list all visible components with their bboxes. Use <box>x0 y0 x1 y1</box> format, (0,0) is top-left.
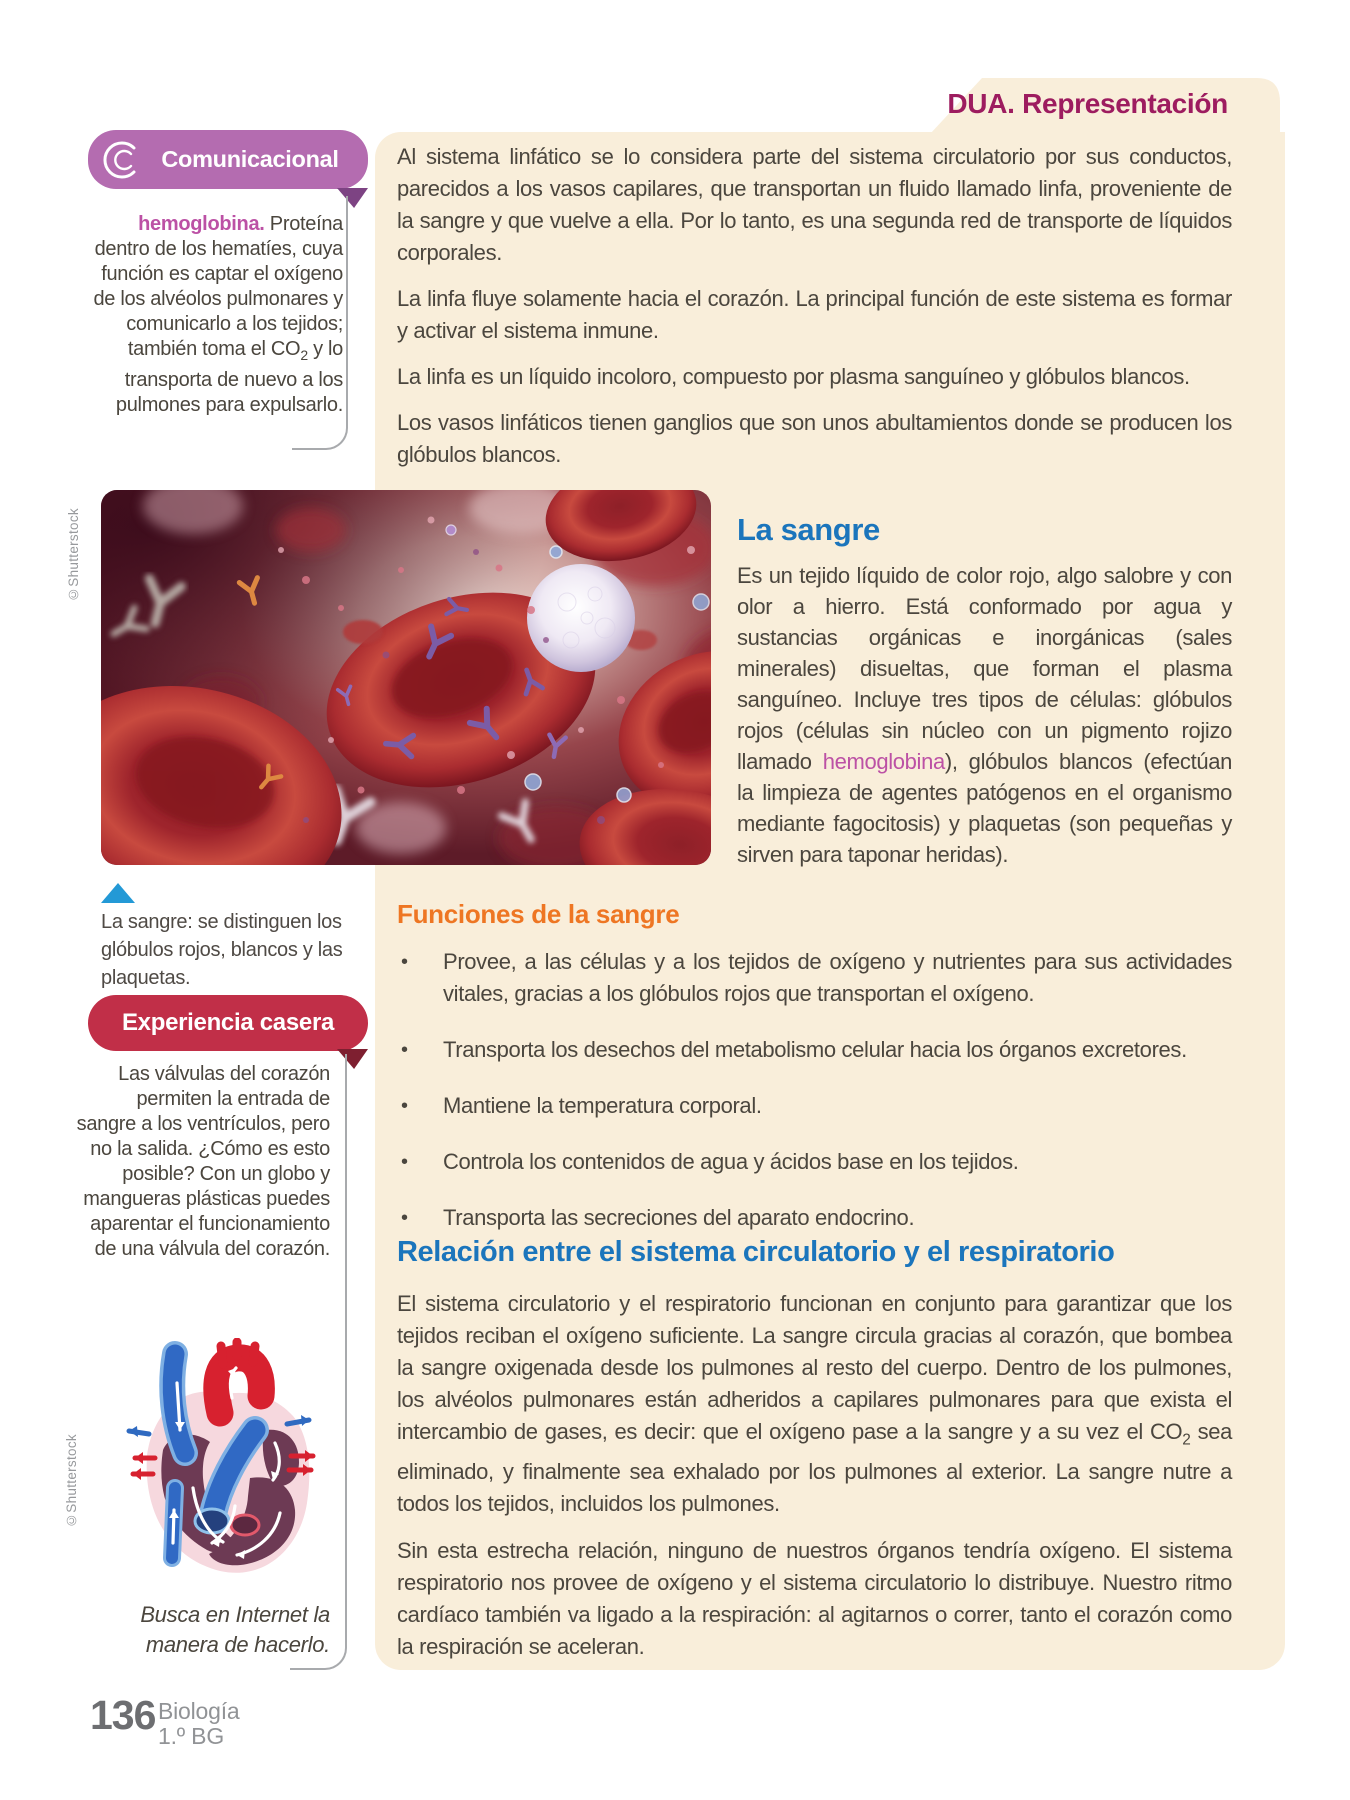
co2-subscript: 2 <box>1182 1431 1191 1449</box>
experiencia-body: Las válvulas del corazón permiten la entrada de sangre a los ventrículos, pero no la salida. ¿Cómo es esto posible? Con un globo y mangueras plásticas puedes aparentar el funcionamiento de una válvula del corazón. <box>76 1063 330 1260</box>
bullet-icon: • <box>401 1095 408 1117</box>
relacion-paragraph: Sin esta estrecha relación, ninguno de nuestros órganos tendría oxígeno. El sistema respiratorio nos provee de oxígeno y el sistema circulatorio lo distribuye. Nuestro ritmo cardíaco también va ligado a la respiración: al agitarnos o correr, tanto el corazón como la respiración se aceleran. <box>397 1538 1232 1660</box>
white-cell <box>527 564 635 672</box>
relacion-paragraph <box>397 1288 1232 1520</box>
bullet-icon: • <box>401 951 408 973</box>
comunicacional-icon <box>100 137 146 183</box>
intro-paragraph: Los vasos linfáticos tienen ganglios que son unos abultamientos donde se producen los glóbulos blancos. <box>397 410 1232 467</box>
bullet-icon: • <box>401 1207 408 1229</box>
experiencia-note: Busca en Internet la manera de hacerlo. <box>140 1602 330 1657</box>
list-item <box>397 1090 1232 1122</box>
list-item <box>397 1146 1232 1178</box>
intro-paragraphs <box>397 141 1232 485</box>
page-number: 136 <box>90 1692 156 1738</box>
figure1-caption: La sangre: se distinguen los glóbulos rojos, blancos y las plaquetas. <box>101 911 343 989</box>
page-footer-subject <box>158 1699 240 1749</box>
blood-cells-image <box>101 490 711 865</box>
bullet-icon: • <box>401 1151 408 1173</box>
hemoglobina-link: hemoglobina <box>822 749 945 774</box>
experiencia-title: Experiencia casera <box>121 1009 335 1036</box>
shutterstock-credit: ©Shutterstock <box>66 508 81 602</box>
relacion-text: El sistema circulatorio y el respiratorio funcionan en conjunto para garantizar que los tejidos reciban el oxígeno suficiente. La sangre circula gracias al corazón, que bombea la sangre oxigenada desde los pulmones al resto del cuerpo. Dentro de los pulmones, los alvéolos pulmonares están adheridos a capilares pulmonares para que exista el intercambio de gases, es decir: que el oxígeno pase a la sangre y a su vez el CO <box>397 1291 1232 1444</box>
bullet-text: Controla los contenidos de agua y ácidos base en los tejidos. <box>443 1149 1019 1174</box>
bullet-text: Mantiene la temperatura corporal. <box>443 1093 762 1118</box>
relacion-text-end: sea eliminado, y finalmente sea exhalado por los pulmones al exterior. La sangre nutre a todos los tejidos, incluidos los pulmones. <box>397 1419 1232 1517</box>
glossary-text-end: y lo transporta de nuevo a los pulmones para expulsarlo. <box>115 338 343 416</box>
definition-bubble-border <box>292 196 348 450</box>
la-sangre-text-end: ), glóbulos blancos (efectúan la limpieza de agentes patógenos en el organismo mediante fagocitosis) y plaquetas (son pequeñas y sirven para taponar heridas). <box>737 749 1232 867</box>
bullet-icon: • <box>401 1039 408 1061</box>
heart-illustration <box>115 1338 320 1583</box>
bullet-text: Transporta las secreciones del aparato endocrino. <box>443 1205 915 1230</box>
list-item <box>397 1034 1232 1066</box>
glossary-term: hemoglobina. <box>138 213 265 235</box>
grade-label: 1.º BG <box>158 1723 225 1749</box>
intro-paragraph: Al sistema linfático se lo considera parte del sistema circulatorio por sus conductos, parecidos a los vasos capilares, que transportan un fluido llamado linfa, proveniente de la sangre y que vuelve a ella. Por lo tanto, es una segunda red de transporte de líquidos corporales. <box>397 144 1232 265</box>
relacion-paragraphs <box>397 1288 1232 1678</box>
list-item <box>397 946 1232 1010</box>
section-title-funciones: Funciones de la sangre <box>397 899 680 929</box>
intro-paragraph: La linfa fluye solamente hacia el corazón. La principal función de este sistema es formar y activar el sistema inmune. <box>397 286 1232 343</box>
la-sangre-paragraph <box>737 560 1232 870</box>
subject-label: Biología <box>158 1698 240 1724</box>
section-title-relacion: Relación entre el sistema circulatorio y el respiratorio <box>397 1236 1115 1268</box>
comunicacional-title: Comunicacional <box>161 146 339 172</box>
bullet-text: Transporta los desechos del metabolismo celular hacia los órganos excretores. <box>443 1037 1187 1062</box>
dua-label: DUA. <box>947 88 1015 119</box>
caption-arrow-icon <box>101 883 135 903</box>
intro-paragraph: La linfa es un líquido incoloro, compuesto por plasma sanguíneo y glóbulos blancos. <box>397 364 1190 389</box>
la-sangre-text: Es un tejido líquido de color rojo, algo salobre y con olor a hierro. Está conformado por agua y sustancias orgánicas e inorgánicas (sales minerales) disueltas, que forman el plasma sanguíneo. Incluye tres tipos de células: glóbulos rojos (células sin núcleo con un pigmento rojizo llamado <box>737 563 1232 774</box>
list-item <box>397 1202 1232 1234</box>
dua-topic: Representación <box>1014 88 1228 119</box>
experiencia-casera-box <box>88 995 368 1051</box>
funciones-bullet-list <box>397 946 1232 1258</box>
glossary-text: Proteína dentro de los hematíes, cuya función es captar el oxígeno de los alvéolos pulmonares y comunicarlo a los tejidos; también toma el CO <box>93 213 343 360</box>
section-title-la-sangre: La sangre <box>737 512 880 547</box>
bullet-text: Provee, a las células y a los tejidos de oxígeno y nutrientes para sus actividades vitales, gracias a los glóbulos rojos que transportan el oxígeno. <box>443 949 1232 1006</box>
co2-subscript: 2 <box>300 347 308 363</box>
dua-heading <box>930 88 1228 120</box>
shutterstock-credit: ©Shutterstock <box>64 1434 79 1528</box>
comunicacional-box <box>88 130 368 189</box>
